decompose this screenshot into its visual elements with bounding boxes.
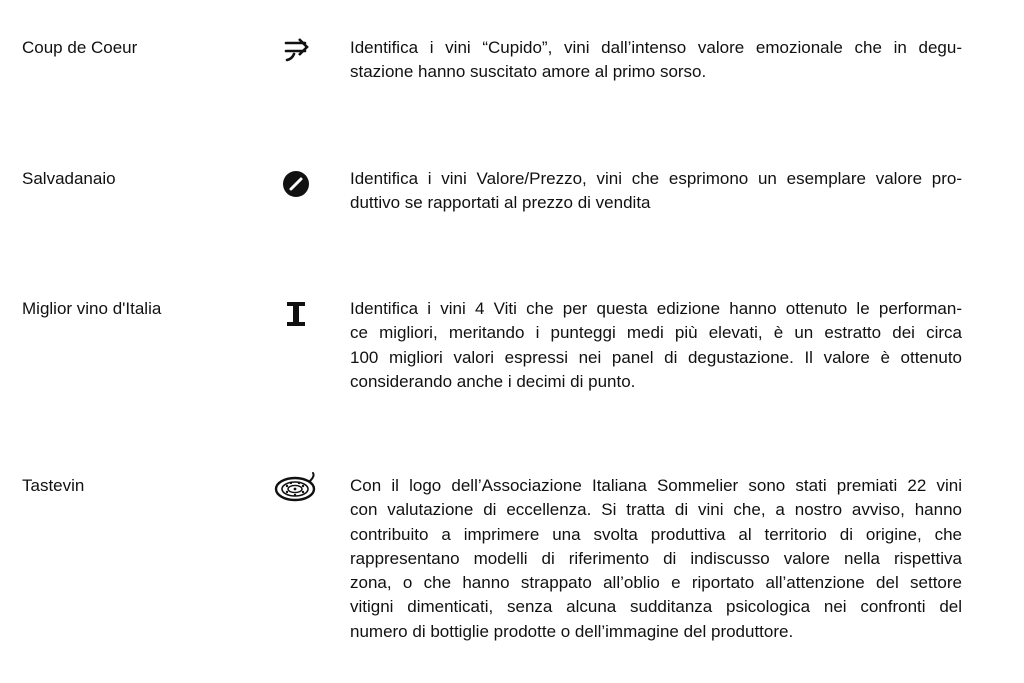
description-line: zona, o che hanno strappato all’oblio e riportato all’attenzione del settore	[350, 573, 962, 593]
tastevin-cup-icon	[272, 472, 320, 502]
description-line: contribuito a imprimere una svolta produttiva al territorio di origine, che	[350, 524, 962, 544]
description-line: duttivo se rapportati al prezzo di vendita	[350, 193, 651, 213]
description-line: considerando anche i decimi di punto.	[350, 371, 636, 391]
entry-description	[350, 297, 962, 394]
description-line: numero di bottiglie prodotte o dell’immagine del produttore.	[350, 621, 794, 641]
description-line: Identifica i vini 4 Viti che per questa edizione hanno ottenuto le performan-	[350, 299, 962, 318]
description-line: ce migliori, meritando i punteggi medi più elevati, è un estratto dei circa	[350, 323, 962, 343]
description-line: rappresentano modelli di riferimento di indiscusso valore nella rispettiva	[350, 548, 962, 568]
entry-description	[350, 474, 962, 644]
description-line: 100 migliori valori espressi nei panel di degustazione. Il valore è ottenuto	[350, 347, 962, 367]
description-line: Identifica i vini “Cupido”, vini dall’intenso valore emozionale che in degu-	[350, 38, 962, 57]
entry-description	[350, 167, 962, 216]
entry-title: Coup de Coeur	[22, 38, 138, 57]
entry-description	[350, 36, 962, 85]
arrow-heart-icon	[276, 34, 316, 64]
description-line: con valutazione di eccellenza. Si tratta di vini che, a nostro avviso, hanno	[350, 500, 962, 520]
description-line: stazione hanno suscitato amore al primo sorso.	[350, 62, 707, 82]
serif-i-icon	[276, 299, 316, 329]
description-line: Identifica i vini Valore/Prezzo, vini che esprimono un esemplare valore pro-	[350, 169, 962, 188]
entry-title: Tastevin	[22, 476, 85, 495]
entry-title: Salvadanaio	[22, 169, 116, 188]
coin-slot-icon	[276, 169, 316, 199]
description-line: vitigni dimenticati, senza alcuna sudditanza psicologica nei confronti del	[350, 597, 962, 617]
entry-title: Miglior vino d'Italia	[22, 299, 162, 318]
description-line: Con il logo dell’Associazione Italiana Sommelier sono stati premiati 22 vini	[350, 476, 962, 495]
